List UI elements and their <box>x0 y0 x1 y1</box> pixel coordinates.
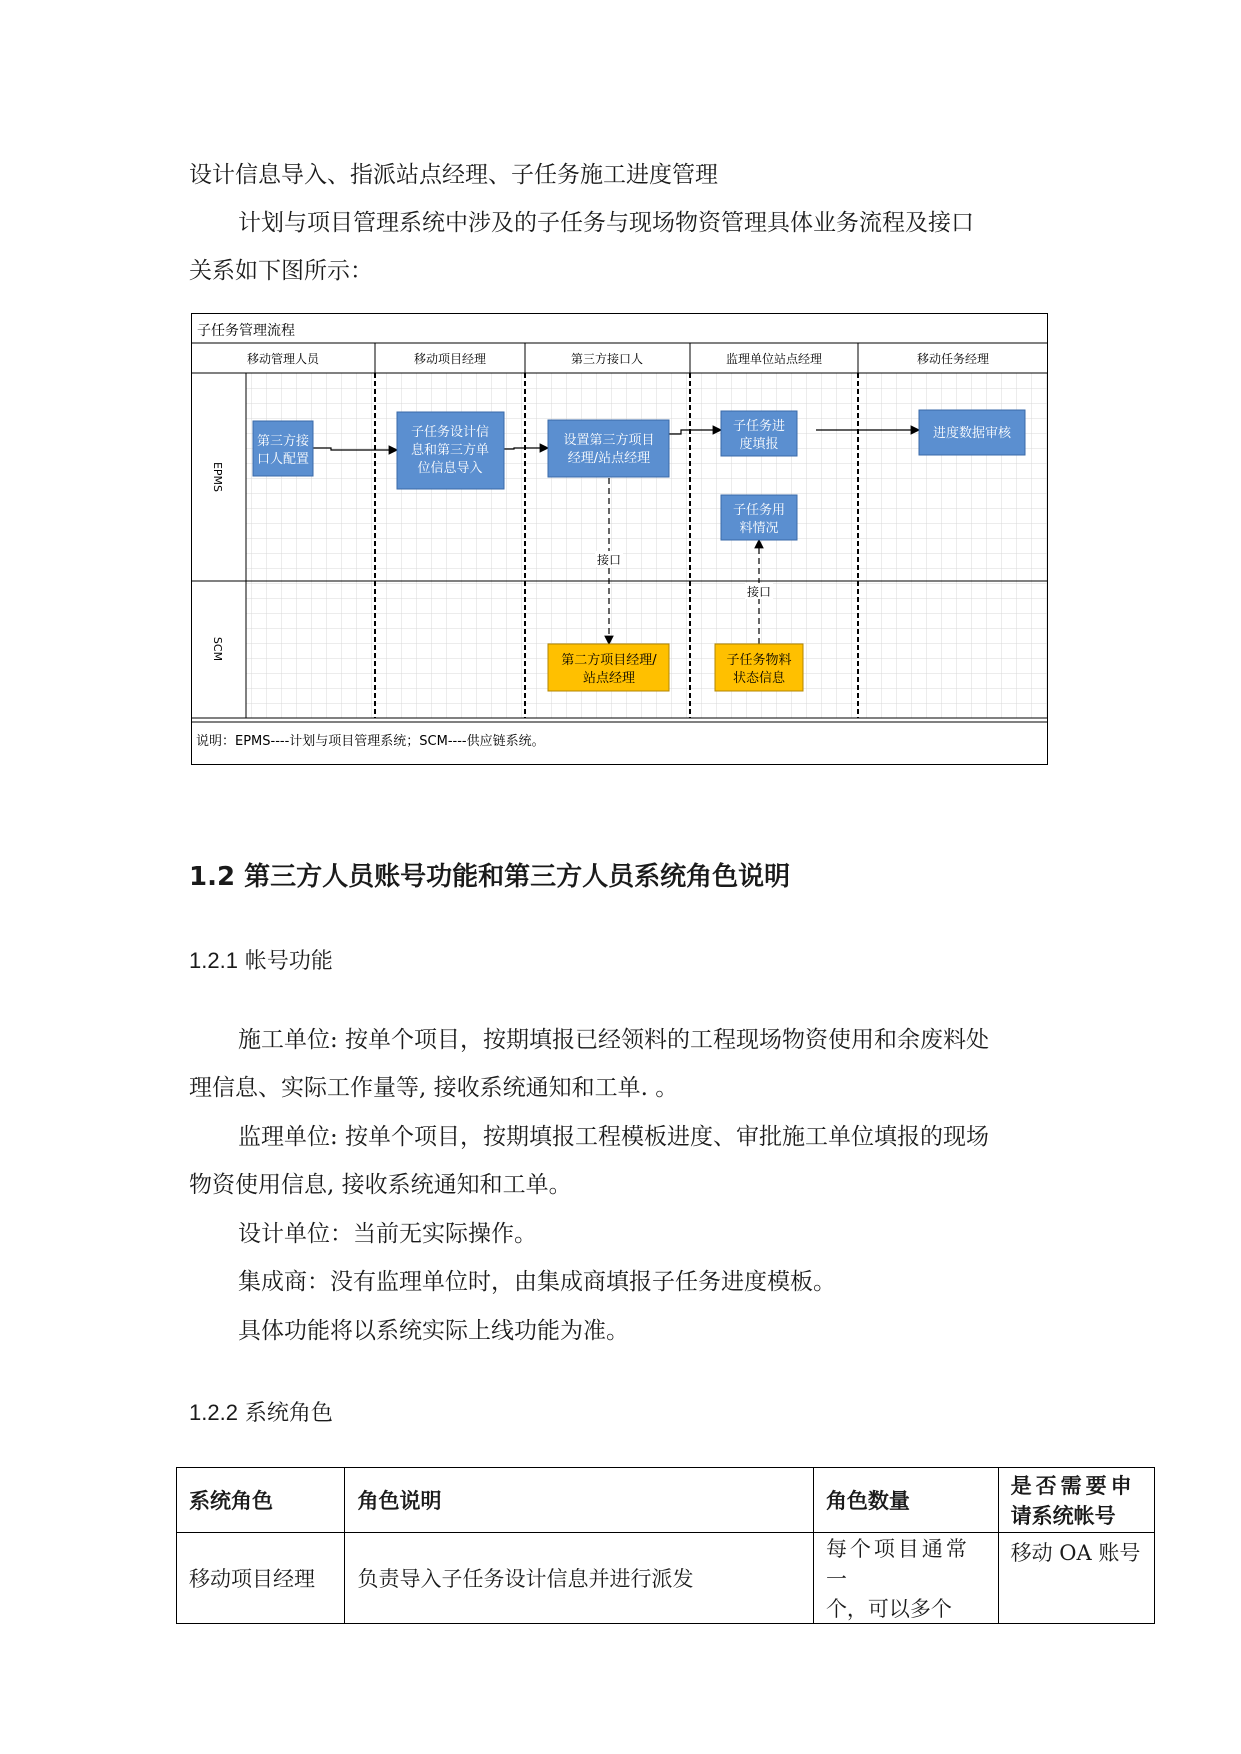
subsection-number: 1.2.2 <box>189 1400 238 1425</box>
header-description: 角色说明 <box>345 1468 813 1533</box>
paragraph-construction-line1: 施工单位: 按单个项目，按期填报已经领料的工程现场物资使用和余废料处 <box>238 1027 990 1053</box>
cell-description: 负责导入子任务设计信息并进行派发 <box>345 1533 813 1624</box>
lane-header-4: 监理单位站点经理 <box>725 352 823 366</box>
subsection-title: 系统角色 <box>237 1401 333 1426</box>
box-progress-line2: 度填报 <box>739 437 779 452</box>
box-progress-line1: 子任务进 <box>732 419 786 434</box>
row-label-epms: EPMS <box>211 461 224 493</box>
box-assign-line2: 经理/站点经理 <box>567 451 651 466</box>
paragraph-line1: 设计信息导入、指派站点经理、子任务施工进度管理 <box>189 162 718 188</box>
box-scm-status-line1: 子任务物料 <box>726 653 792 668</box>
subsection-heading-account <box>189 944 333 975</box>
section-heading: 1.2 第三方人员账号功能和第三方人员系统角色说明 <box>189 862 791 892</box>
lane-header-1: 移动管理人员 <box>246 352 320 366</box>
lane-header-3: 第三方接口人 <box>570 352 644 366</box>
box-scm-manager-line2: 站点经理 <box>582 671 636 686</box>
row-label-scm: SCM <box>211 636 224 662</box>
cell-account: 移动 OA 账号 <box>998 1533 1154 1624</box>
header-role: 系统角色 <box>177 1468 345 1533</box>
paragraph-supervision-line1: 监理单位: 按单个项目，按期填报工程模板进度、审批施工单位填报的现场 <box>238 1124 990 1150</box>
roles-table <box>176 1467 1155 1624</box>
header-account <box>998 1468 1154 1533</box>
subsection-number: 1.2.1 <box>189 948 238 973</box>
subsection-heading-roles <box>189 1396 333 1427</box>
cell-quantity <box>813 1533 998 1624</box>
interface-label-1: 接口 <box>596 553 622 567</box>
box-material-line1: 子任务用 <box>732 503 786 518</box>
subsection-title: 帐号功能 <box>237 949 333 974</box>
box-import-line3: 位信息导入 <box>417 461 483 476</box>
box-scm-manager-line1: 第二方项目经理/ <box>561 653 657 668</box>
cell-role: 移动项目经理 <box>177 1533 345 1624</box>
flow-diagram <box>191 313 1048 765</box>
table-row <box>177 1533 1155 1624</box>
interface-label-2: 接口 <box>746 585 772 599</box>
table-header-row <box>177 1468 1155 1533</box>
paragraph-intro-line1: 计划与项目管理系统中涉及的子任务与现场物资管理具体业务流程及接口 <box>238 210 974 236</box>
box-material-line2: 料情况 <box>739 521 779 536</box>
box-import-line2: 息和第三方单 <box>410 443 490 458</box>
lane-header-5: 移动任务经理 <box>916 352 990 366</box>
diagram-note: 说明：EPMS----计划与项目管理系统；SCM----供应链系统。 <box>196 734 545 749</box>
paragraph-integrator: 集成商：没有监理单位时，由集成商填报子任务进度模板。 <box>238 1269 836 1295</box>
cell-quantity-line2: 个，可以多个 <box>825 1597 952 1621</box>
paragraph-final: 具体功能将以系统实际上线功能为准。 <box>238 1318 629 1344</box>
paragraph-design: 设计单位：当前无实际操作。 <box>238 1221 537 1247</box>
paragraph-supervision-line2: 物资使用信息, 接收系统通知和工单。 <box>189 1172 572 1198</box>
box-config-line1: 第三方接 <box>256 434 310 449</box>
cell-quantity-line1: 每个项目通常一 <box>825 1537 970 1591</box>
header-quantity: 角色数量 <box>813 1468 998 1533</box>
box-config-line2: 口人配置 <box>256 452 310 467</box>
lane-header-2: 移动项目经理 <box>413 352 487 366</box>
diagram-title: 子任务管理流程 <box>197 323 295 339</box>
box-review: 进度数据审核 <box>932 426 1012 441</box>
box-import-line1: 子任务设计信 <box>410 425 490 440</box>
box-scm-status-line2: 状态信息 <box>732 671 786 686</box>
header-account-line1: 是否需要申 <box>1010 1474 1136 1498</box>
paragraph-intro-line2: 关系如下图所示： <box>189 258 373 284</box>
box-assign-line1: 设置第三方项目 <box>563 433 655 448</box>
paragraph-construction-line2: 理信息、实际工作量等, 接收系统通知和工单. 。 <box>189 1075 679 1101</box>
header-account-line2: 请系统帐号 <box>1010 1504 1116 1528</box>
